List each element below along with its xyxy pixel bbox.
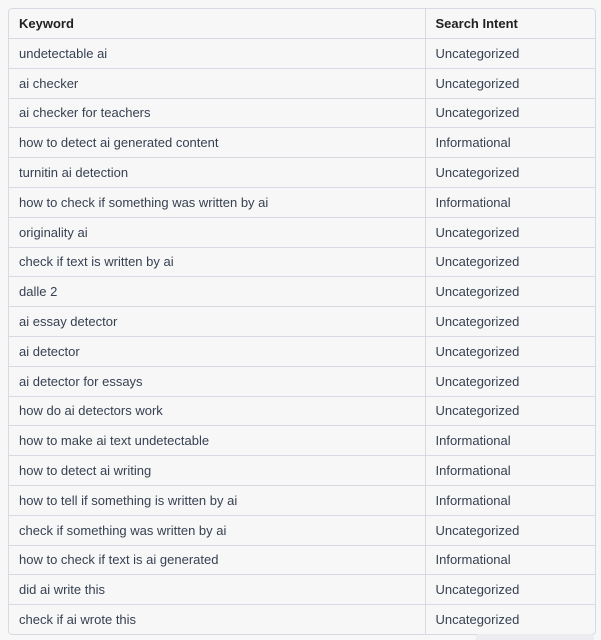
table-row: [9, 307, 595, 337]
keyword-cell: how to detect ai generated content: [9, 128, 425, 158]
table-row: [9, 158, 595, 188]
keyword-cell: how to check if text is ai generated: [9, 545, 425, 575]
search-intent-cell: Uncategorized: [425, 396, 595, 426]
search-intent-cell: Informational: [425, 545, 595, 575]
search-intent-cell: Informational: [425, 426, 595, 456]
keyword-cell: ai checker: [9, 68, 425, 98]
search-intent-cell: Uncategorized: [425, 217, 595, 247]
table-row: [9, 39, 595, 69]
keyword-cell: check if something was written by ai: [9, 515, 425, 545]
table-row: [9, 187, 595, 217]
keyword-cell: how to tell if something is written by ai: [9, 485, 425, 515]
keyword-cell: did ai write this: [9, 575, 425, 605]
search-intent-column-header: Search Intent: [425, 9, 595, 39]
table-row: [9, 485, 595, 515]
keyword-cell: ai detector for essays: [9, 366, 425, 396]
table-row: [9, 277, 595, 307]
keyword-cell: how to make ai text undetectable: [9, 426, 425, 456]
table-row: [9, 128, 595, 158]
table-row: [9, 605, 595, 634]
table-row: [9, 575, 595, 605]
table-row: [9, 366, 595, 396]
keyword-cell: how to detect ai writing: [9, 456, 425, 486]
search-intent-cell: Uncategorized: [425, 366, 595, 396]
keyword-column-header: Keyword: [9, 9, 425, 39]
table-row: [9, 68, 595, 98]
keyword-cell: turnitin ai detection: [9, 158, 425, 188]
keyword-cell: ai checker for teachers: [9, 98, 425, 128]
keyword-cell: ai detector: [9, 336, 425, 366]
table-row: [9, 426, 595, 456]
header-row: [9, 9, 595, 39]
keyword-table-container: [8, 8, 596, 635]
search-intent-cell: Uncategorized: [425, 336, 595, 366]
search-intent-cell: Uncategorized: [425, 515, 595, 545]
search-intent-cell: Uncategorized: [425, 307, 595, 337]
search-intent-cell: Uncategorized: [425, 98, 595, 128]
keyword-cell: check if ai wrote this: [9, 605, 425, 634]
table-row: [9, 456, 595, 486]
keyword-cell: how do ai detectors work: [9, 396, 425, 426]
search-intent-cell: Uncategorized: [425, 277, 595, 307]
keyword-cell: undetectable ai: [9, 39, 425, 69]
search-intent-cell: Informational: [425, 128, 595, 158]
keyword-cell: check if text is written by ai: [9, 247, 425, 277]
table-row: [9, 396, 595, 426]
table-row: [9, 217, 595, 247]
search-intent-cell: Informational: [425, 456, 595, 486]
horizontal-scrollbar[interactable]: [476, 634, 594, 640]
keyword-cell: ai essay detector: [9, 307, 425, 337]
keyword-intent-table: [9, 9, 595, 634]
search-intent-cell: Informational: [425, 187, 595, 217]
search-intent-cell: Informational: [425, 485, 595, 515]
table-row: [9, 545, 595, 575]
keyword-cell: how to check if something was written by ai: [9, 187, 425, 217]
table-body: [9, 39, 595, 634]
keyword-cell: originality ai: [9, 217, 425, 247]
table-row: [9, 336, 595, 366]
keyword-cell: dalle 2: [9, 277, 425, 307]
search-intent-cell: Uncategorized: [435, 612, 520, 628]
search-intent-cell: Uncategorized: [425, 39, 595, 69]
table-header: [9, 9, 595, 39]
search-intent-cell: Uncategorized: [425, 158, 595, 188]
search-intent-cell: Uncategorized: [425, 247, 595, 277]
table-row: [9, 515, 595, 545]
table-row: [9, 247, 595, 277]
search-intent-cell: Uncategorized: [425, 575, 595, 605]
table-row: [9, 98, 595, 128]
search-intent-cell: Uncategorized: [425, 68, 595, 98]
